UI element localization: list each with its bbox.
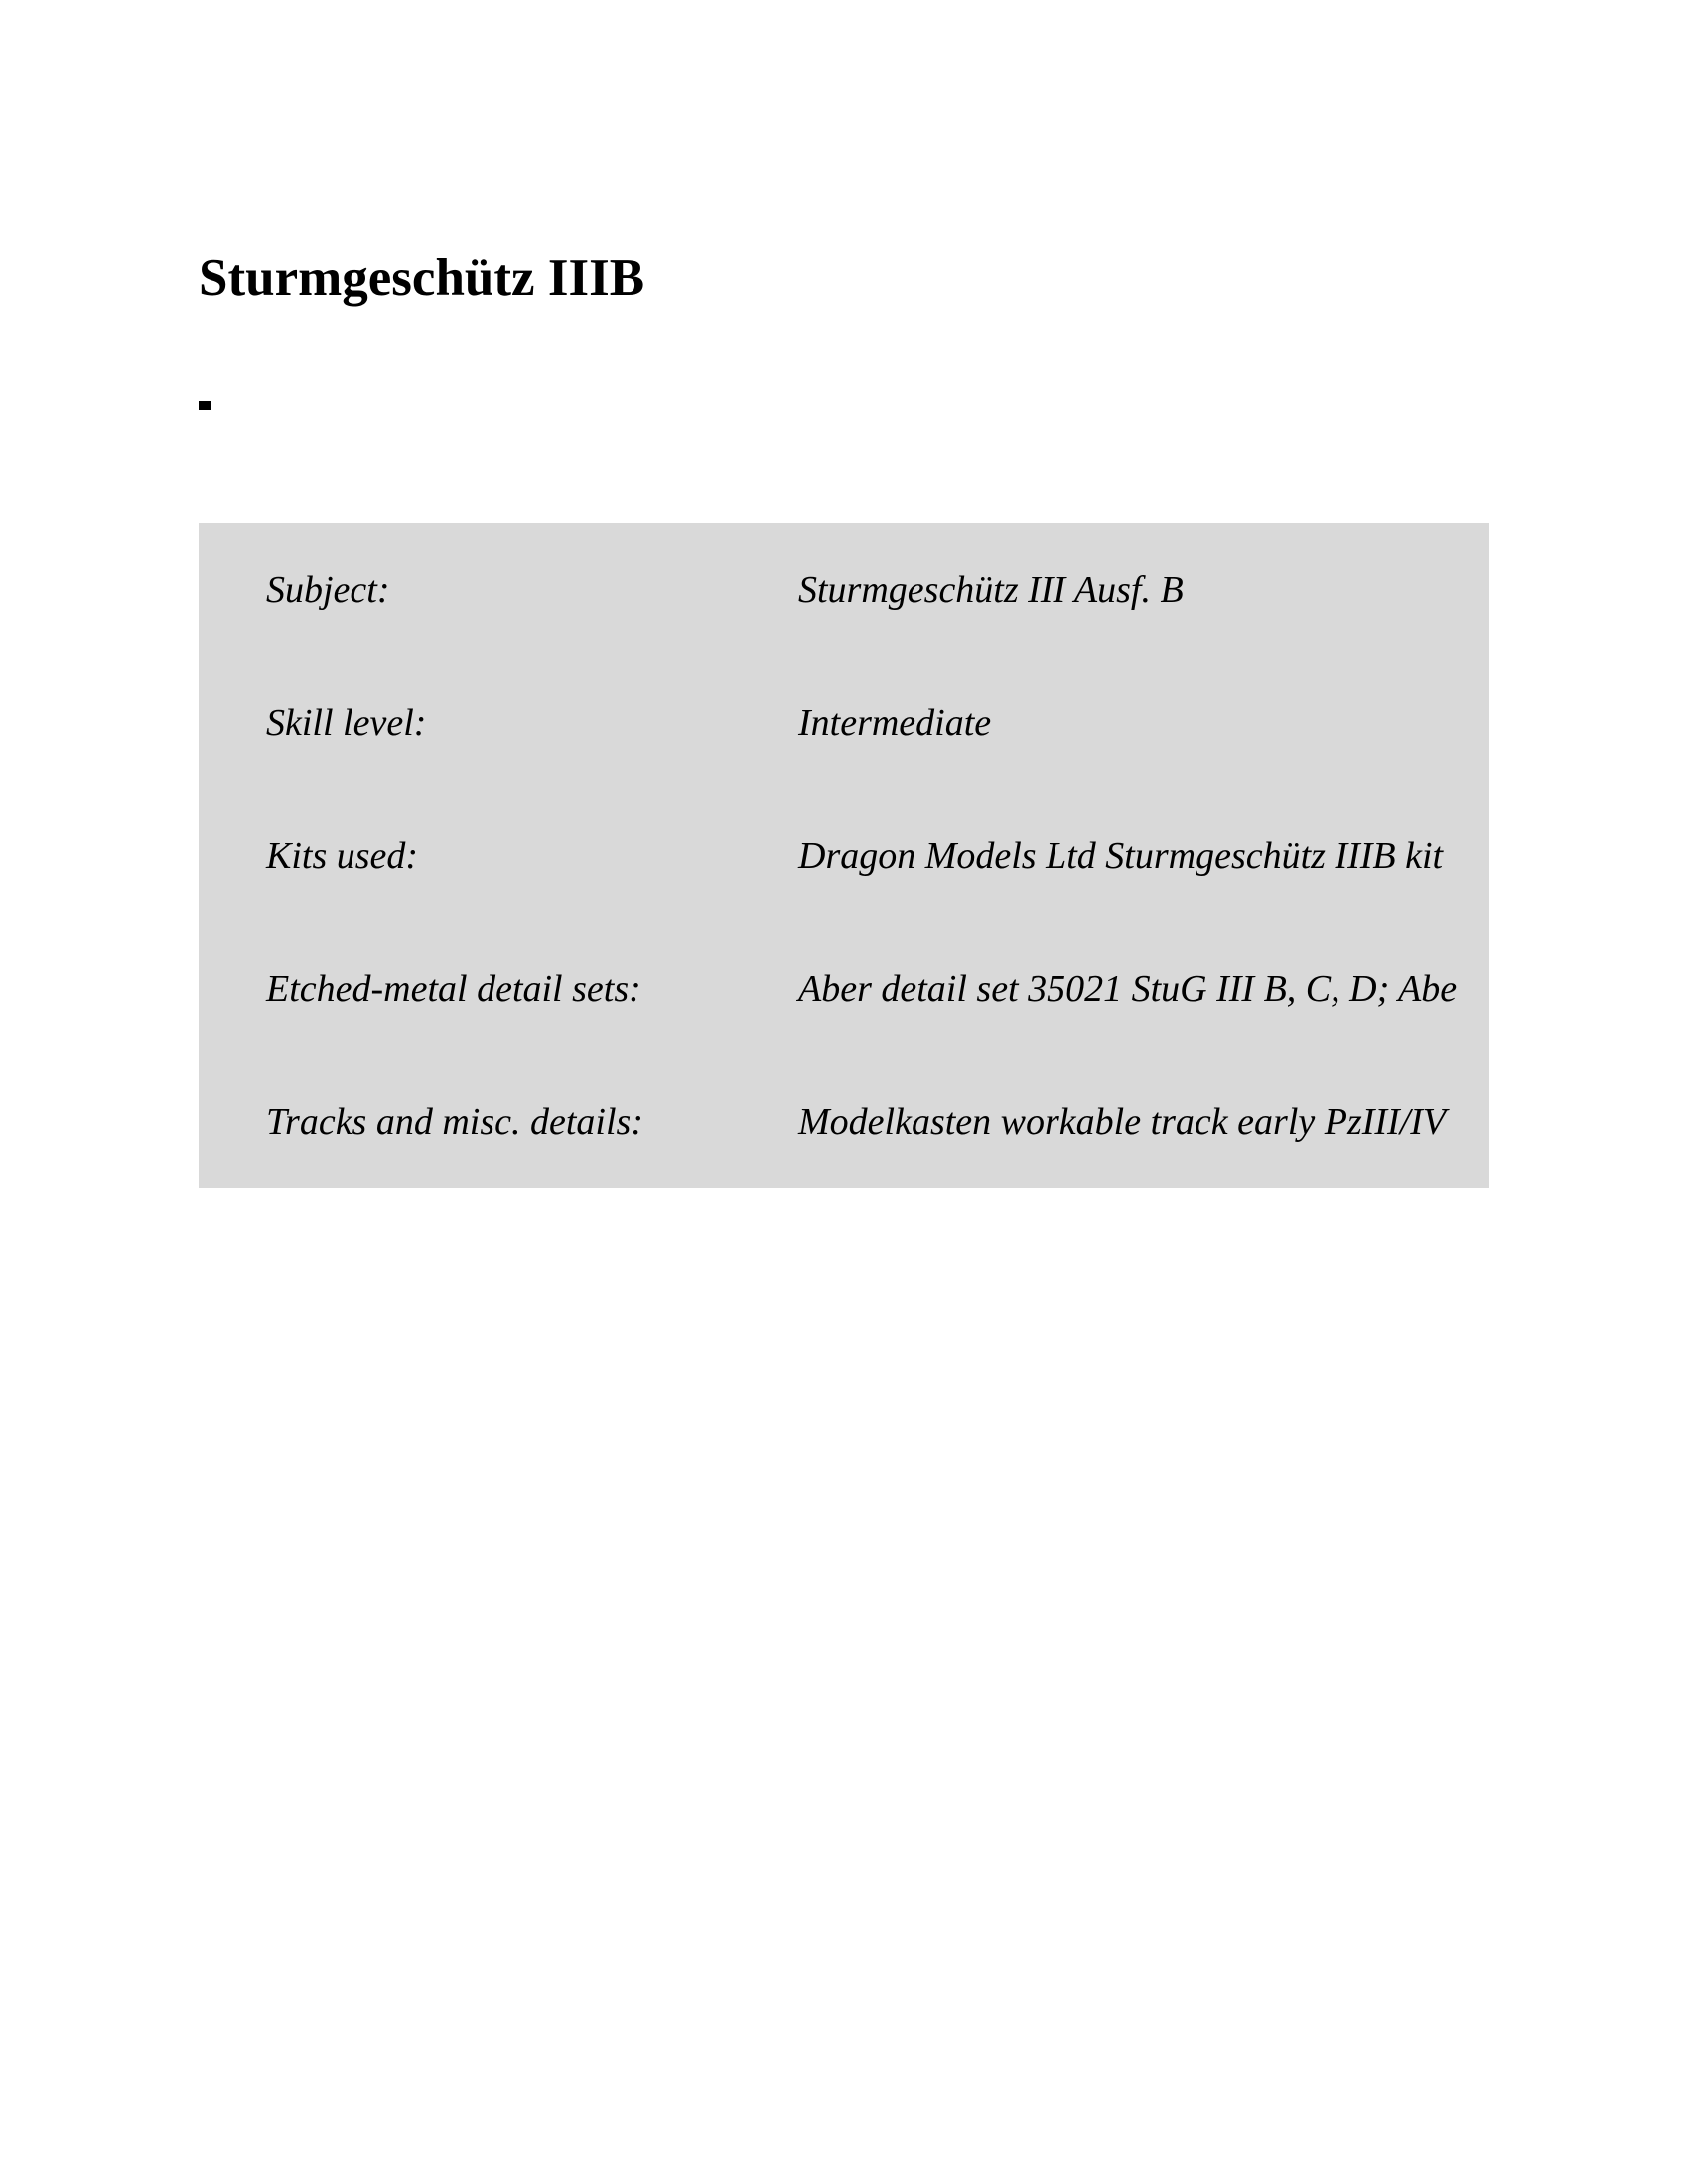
spec-label: Etched-metal detail sets:	[266, 968, 641, 1010]
spec-value: Dragon Models Ltd Sturmgeschütz IIIB kit	[798, 835, 1444, 877]
spec-row-etched-metal	[199, 922, 1489, 1055]
spec-row-tracks	[199, 1055, 1489, 1188]
spec-value: Sturmgeschütz III Ausf. B	[798, 569, 1184, 611]
page-title: Sturmgeschütz IIIB	[199, 249, 645, 307]
spec-row-kits-used	[199, 789, 1489, 922]
spec-label: Tracks and misc. details:	[266, 1101, 643, 1143]
spec-label: Subject:	[266, 569, 390, 611]
spec-label: Kits used:	[266, 835, 419, 877]
spec-value: Intermediate	[798, 702, 992, 744]
bullet-marker	[199, 401, 211, 410]
spec-row-skill-level	[199, 656, 1489, 789]
spec-value: Modelkasten workable track early PzIII/IV	[798, 1101, 1447, 1143]
spec-value: Aber detail set 35021 StuG III B, C, D; Abe	[798, 968, 1458, 1010]
specs-table	[199, 523, 1489, 1188]
spec-row-subject	[199, 523, 1489, 656]
spec-label: Skill level:	[266, 702, 427, 744]
